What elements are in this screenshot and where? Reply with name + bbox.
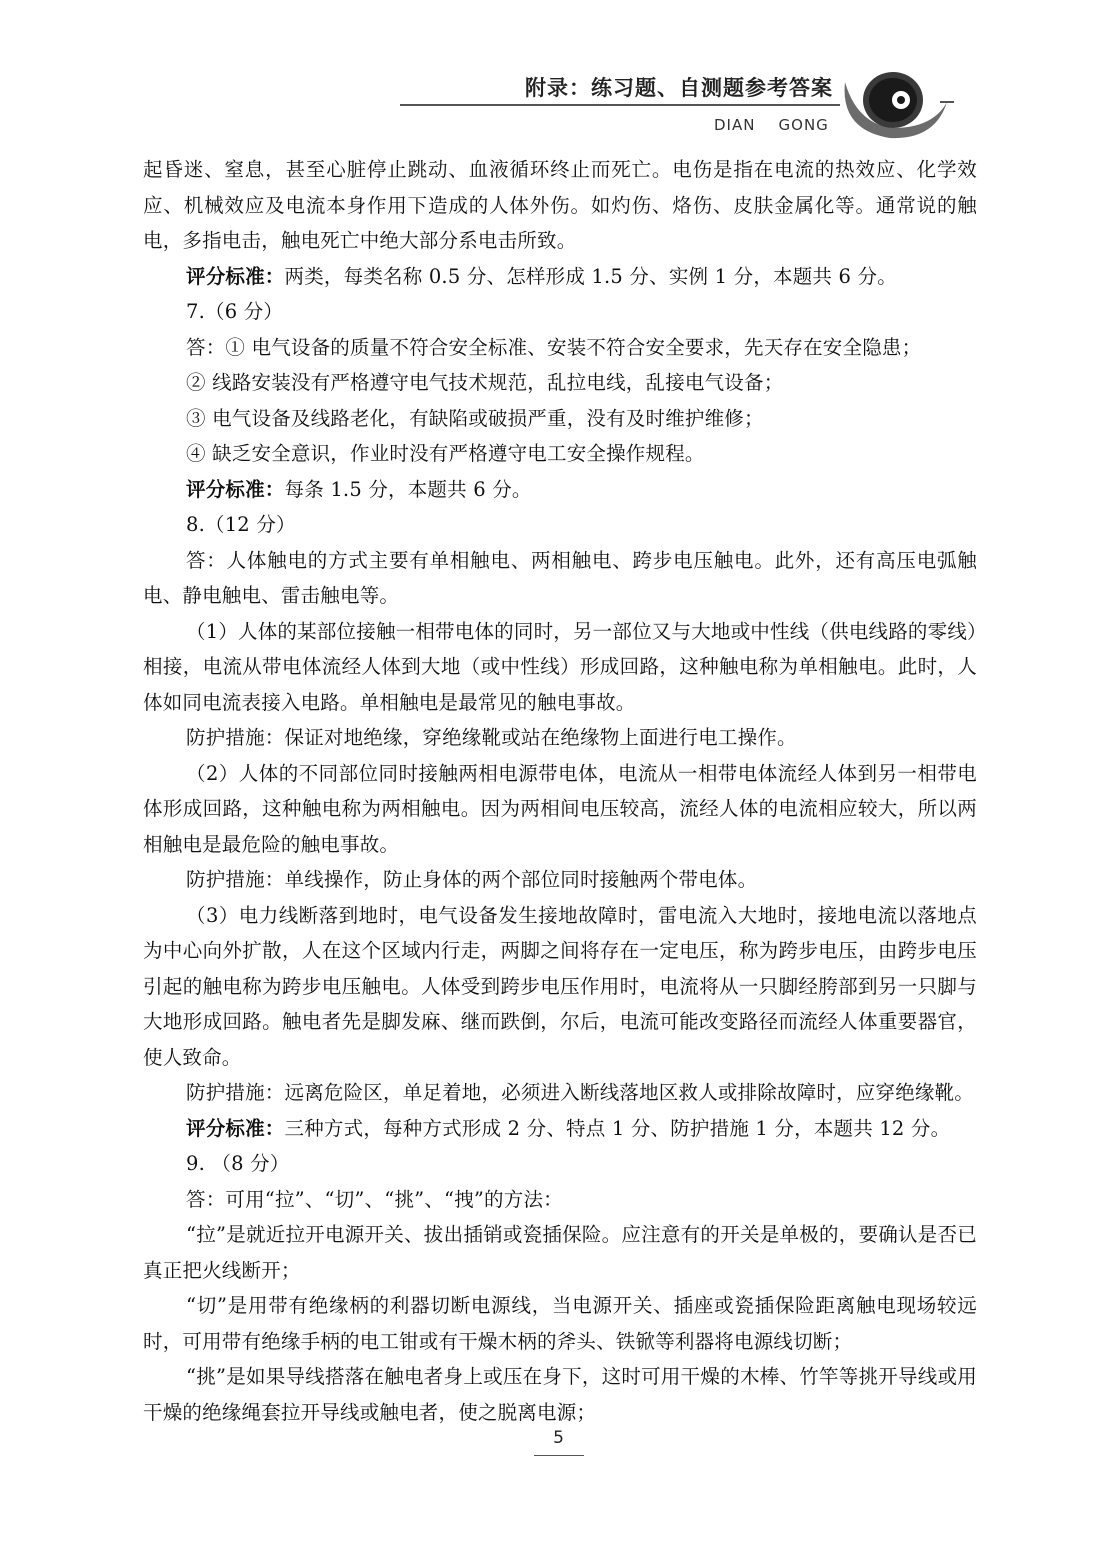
paragraph-text: 8.（12 分） [186,513,296,536]
header-subtitle: DIAN GONG [714,116,829,134]
paragraph [143,294,977,330]
page-header [0,0,1117,150]
paragraph-text: （1）人体的某部位接触一相带电体的同时，另一部位又与大地或中性线（供电线路的零线）相接，电流从带电体流经人体到大地（或中性线）形成回路，这种触电称为单相触电。此时，人体如同电流表接入电路。单相触电是最常见的触电事故。 [143,619,977,714]
paragraph [143,1111,977,1147]
paragraph-text: “拉”是就近拉开电源开关、拔出插销或瓷插保险。应注意有的开关是单极的，要确认是否已真正把火线断开； [143,1223,977,1282]
paragraph [143,756,977,863]
paragraph [143,152,977,259]
paragraph-text: “挑”是如果导线搭落在触电者身上或压在身下，这时可用干燥的木棒、竹竿等挑开导线或用干燥的绝缘绳套拉开导线或触电者，使之脱离电源； [143,1365,977,1424]
paragraph-text: 防护措施：保证对地绝缘，穿绝缘靴或站在绝缘物上面进行电工操作。 [186,726,797,749]
paragraph [143,862,977,898]
paragraph-text: ② 线路安装没有严格遵守电气技术规范，乱拉电线，乱接电气设备； [186,371,784,394]
paragraph [143,1146,977,1182]
paragraph [143,1217,977,1288]
paragraph [143,1288,977,1359]
paragraph-text: 9. （8 分） [186,1152,290,1175]
document-body [143,152,977,1430]
paragraph-text: 答：可用“拉”、“切”、“挑”、“拽”的方法： [186,1187,563,1211]
paragraph-text: 答：① 电气设备的质量不符合安全标准、安装不符合安全要求，先天存在安全隐患； [186,335,922,359]
paragraph [143,507,977,543]
paragraph [143,1182,977,1218]
paragraph-text: 7.（6 分） [186,300,284,323]
paragraph-text: 起昏迷、窒息，甚至心脏停止跳动、血液循环终止而死亡。电伤是指在电流的热效应、化学效应、机械效应及电流本身作用下造成的人体外伤。如灼伤、烙伤、皮肤金属化等。通常说的触电，多指电击，触电死亡中绝大部分系电击所致。 [143,158,977,252]
paragraph-text: 答：人体触电的方式主要有单相触电、两相触电、跨步电压触电。此外，还有高压电弧触电、静电触电、雷击触电等。 [143,548,977,607]
paragraph-text: 防护措施：单线操作，防止身体的两个部位同时接触两个带电体。 [186,868,758,891]
paragraph-text: ③ 电气设备及线路老化，有缺陷或破损严重，没有及时维护维修； [186,406,764,430]
paragraph [143,330,977,366]
paragraph-text: ④ 缺乏安全意识，作业时没有严格遵守电工安全操作规程。 [186,442,705,465]
paragraph-text: （2）人体的不同部位同时接触两相电源带电体，电流从一相带电体流经人体到另一相带电体形成回路，这种触电称为两相触电。因为两相间电压较高，流经人体的电流相应较大，所以两相触电是最危险的触电事故。 [143,761,977,856]
header-title: 附录：练习题、自测题参考答案 [525,76,833,100]
paragraph [143,365,977,401]
header-rule [400,104,840,106]
paragraph [143,720,977,756]
paragraph [143,259,977,295]
paragraph [143,898,977,1076]
paragraph-text: 防护措施：远离危险区，单足着地，必须进入断线落地区救人或排除故障时，应穿绝缘靴。 [186,1081,975,1104]
scoring-label: 评分标准： [186,477,285,501]
page-number-rule [534,1455,584,1456]
header-logo-icon [835,62,955,142]
paragraph-text: （3）电力线断落到地时，电气设备发生接地故障时，雷电流入大地时，接地电流以落地点为中心向外扩散，人在这个区域内行走，两脚之间将存在一定电压，称为跨步电压，由跨步电压引起的触电称为跨步电压触电。人体受到跨步电压作用时，电流将从一只脚经胯部到另一只脚与大地形成回路。触电者先是脚发麻、继而跌倒，尔后，电流可能改变路径而流经人体重要器官，使人致命。 [143,903,977,1069]
paragraph [143,436,977,472]
paragraph-text: 两类，每类名称 0.5 分、怎样形成 1.5 分、实例 1 分，本题共 6 分。 [284,264,897,288]
paragraph [143,1075,977,1111]
paragraph [143,472,977,508]
paragraph-text: 三种方式，每种方式形成 2 分、特点 1 分、防护措施 1 分，本题共 12 分。 [284,1116,951,1140]
paragraph [143,401,977,437]
paragraph [143,1359,977,1430]
scoring-label: 评分标准： [186,1116,285,1140]
paragraph-text: 每条 1.5 分，本题共 6 分。 [284,477,532,501]
page-number: 5 [553,1428,564,1448]
paragraph [143,543,977,614]
paragraph [143,614,977,721]
scoring-label: 评分标准： [186,264,285,288]
paragraph-text: “切”是用带有绝缘柄的利器切断电源线，当电源开关、插座或瓷插保险距离触电现场较远时，可用带有绝缘手柄的电工钳或有干燥木柄的斧头、铁锨等利器将电源线切断； [143,1294,977,1353]
